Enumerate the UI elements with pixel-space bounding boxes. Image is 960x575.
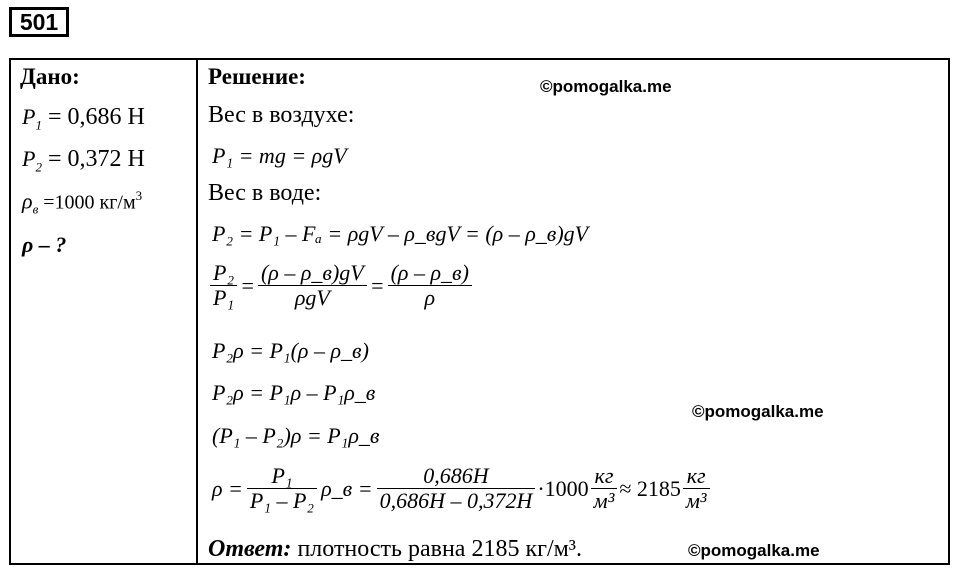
watermark-middle: ©pomogalka.me	[692, 402, 824, 421]
solution-heading: Решение:	[208, 64, 306, 89]
equation-water: P₂ = P₁ – Fₐ = ρgV – ρ_вgV = (ρ – ρ_в)gV	[212, 221, 589, 246]
given-item-p1	[22, 104, 145, 133]
ratio-right-num: (ρ – ρ_в)	[388, 261, 472, 286]
ratio-eq-1: =	[240, 272, 255, 298]
ratio-left	[210, 261, 237, 310]
final-fraction-1	[247, 464, 317, 513]
given-p1-value: = 0,686 Н	[41, 104, 145, 130]
equation-step-3: (P₁ – P₂)ρ = P₁ρ_в	[212, 423, 380, 448]
water-weight-label: Вес в воде:	[208, 180, 322, 206]
answer-line	[208, 536, 582, 563]
watermark-top: ©pomogalka.me	[540, 77, 672, 96]
equation-final	[212, 464, 710, 513]
ratio-mid-num: (ρ – ρ_в)gV	[258, 261, 367, 286]
equation-ratio	[210, 261, 472, 310]
final-f2-den: 0,686H – 0,372H	[379, 488, 533, 513]
problem-number: 501	[9, 7, 69, 37]
air-weight-label: Вес в воздухе:	[208, 102, 355, 128]
given-rho-sub: в	[32, 201, 39, 217]
final-f1-den: P₁ – P₂	[249, 488, 315, 513]
final-f1-num: P₁	[247, 464, 317, 489]
ratio-eq-2: =	[369, 272, 385, 298]
final-fraction-2	[377, 464, 536, 513]
given-question: ρ – ?	[22, 232, 67, 257]
ratio-left-den: P₁	[213, 285, 235, 310]
given-heading: Дано:	[20, 64, 80, 89]
given-p2-sub: 2	[35, 159, 42, 175]
ratio-left-num: P₂	[210, 261, 237, 286]
answer-label: Ответ:	[208, 536, 292, 562]
given-rho-symbol: ρ	[22, 188, 33, 214]
final-unit-1-den: м³	[593, 488, 615, 513]
given-p1-sub: 1	[35, 117, 42, 133]
given-p1-symbol: P	[22, 104, 36, 129]
final-approx: ≈ 2185	[619, 475, 681, 501]
final-rho-w: ρ_в =	[321, 475, 373, 501]
final-unit-2	[683, 464, 710, 513]
given-p2-value: = 0,372 Н	[41, 146, 145, 172]
column-divider	[196, 58, 198, 565]
watermark-bottom: ©pomogalka.me	[688, 541, 820, 560]
ratio-mid-den: ρgV	[294, 285, 330, 310]
final-unit-2-num: кг	[683, 464, 710, 489]
answer-text: плотность равна 2185 кг/м³.	[291, 536, 582, 562]
equation-air: P₁ = mg = ρgV	[212, 143, 347, 168]
given-rho-value: =1000 кг/м	[38, 191, 136, 214]
final-multiplier: ·1000	[537, 475, 589, 501]
ratio-right-den: ρ	[424, 285, 436, 310]
ratio-right	[388, 261, 472, 310]
equation-step-2: P₂ρ = P₁ρ – P₁ρ_в	[212, 380, 376, 405]
final-lhs: ρ =	[212, 475, 243, 501]
final-unit-1-num: кг	[591, 464, 618, 489]
given-p2-symbol: P	[22, 146, 36, 171]
given-rho-sup: 3	[135, 188, 143, 203]
given-item-p2	[22, 146, 145, 175]
final-unit-1	[591, 464, 618, 513]
given-item-rho	[22, 188, 142, 218]
final-unit-2-den: м³	[685, 488, 707, 513]
equation-step-1: P₂ρ = P₁(ρ – ρ_в)	[212, 338, 369, 363]
ratio-mid	[258, 261, 367, 310]
final-f2-num: 0,686H	[377, 464, 536, 489]
